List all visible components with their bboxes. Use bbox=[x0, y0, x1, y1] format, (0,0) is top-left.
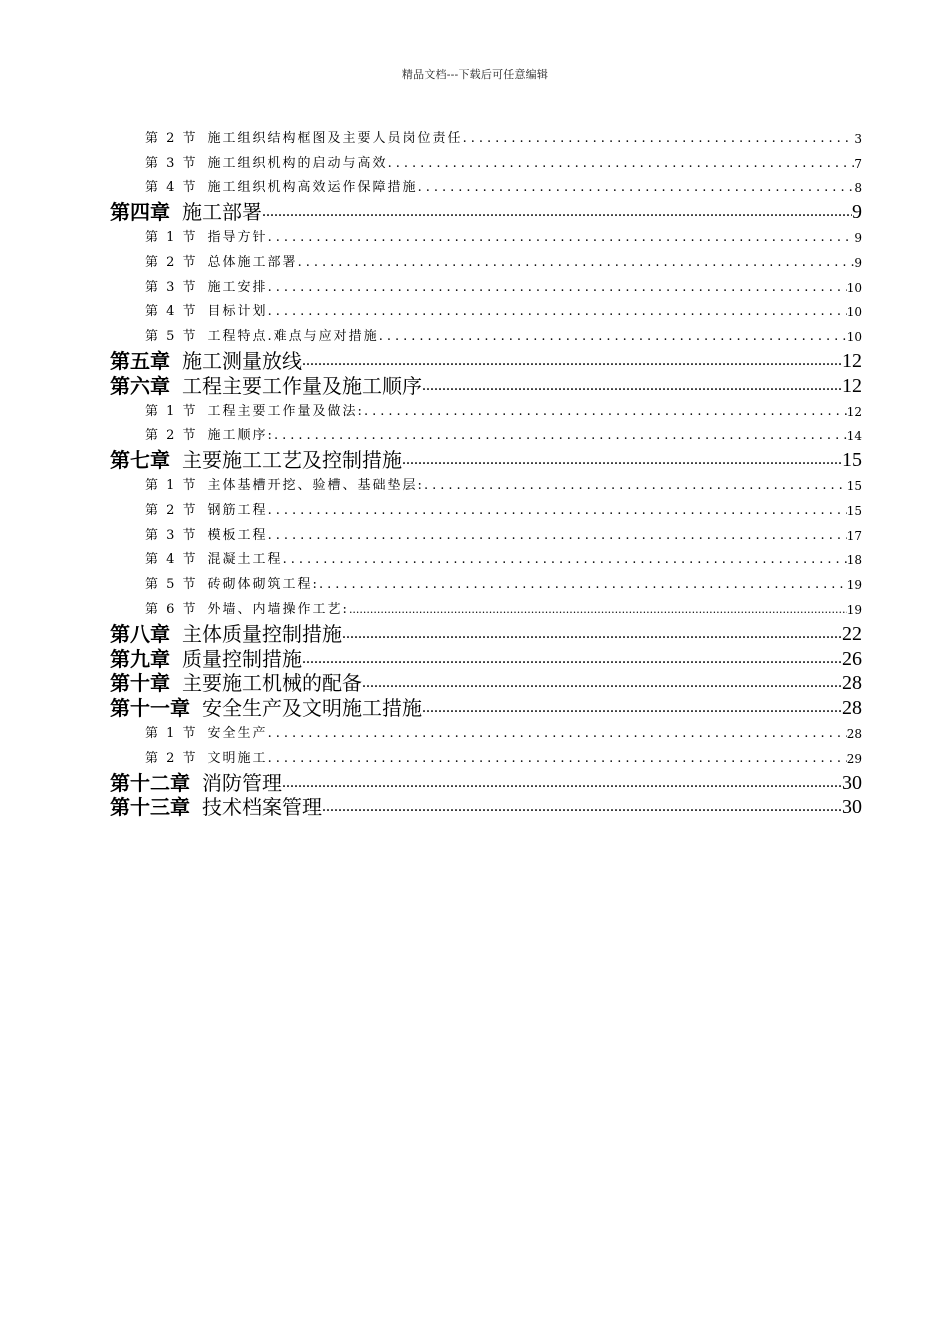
page-number: 26 bbox=[842, 647, 862, 670]
chapter-number: 第十章 bbox=[110, 671, 170, 695]
dot-leader bbox=[463, 131, 855, 147]
chapter-title: 安全生产及文明施工措施 bbox=[202, 696, 422, 720]
section-title: 施工顺序: bbox=[207, 428, 274, 444]
section-number: 第 1 节 bbox=[145, 229, 198, 245]
chapter-number: 第四章 bbox=[110, 200, 170, 224]
toc-section-entry[interactable] bbox=[110, 546, 862, 571]
toc-section-entry[interactable] bbox=[110, 273, 862, 298]
section-number: 第 2 节 bbox=[145, 428, 198, 444]
page-number: 19 bbox=[846, 602, 862, 617]
chapter-number: 第十二章 bbox=[110, 770, 190, 794]
chapter-number: 第八章 bbox=[110, 621, 170, 645]
chapter-title: 质量控制措施 bbox=[182, 646, 302, 670]
page-number: 15 bbox=[842, 449, 862, 472]
toc-chapter-entry[interactable] bbox=[110, 794, 862, 819]
toc-chapter-entry[interactable] bbox=[110, 620, 862, 645]
toc-chapter-entry[interactable] bbox=[110, 645, 862, 670]
section-title: 指导方针 bbox=[207, 229, 268, 245]
dot-leader bbox=[268, 503, 847, 519]
dot-leader bbox=[268, 304, 847, 320]
toc-section-entry[interactable] bbox=[110, 496, 862, 521]
page-number: 9 bbox=[854, 255, 862, 270]
dot-leader bbox=[274, 428, 847, 444]
dot-leader bbox=[268, 280, 847, 296]
page-number: 28 bbox=[842, 672, 862, 695]
toc-section-entry[interactable] bbox=[110, 124, 862, 149]
section-title: 施工组织机构的启动与高效 bbox=[207, 155, 388, 171]
toc-section-entry[interactable] bbox=[110, 174, 862, 199]
dot-leader bbox=[268, 528, 847, 544]
dot-leader bbox=[424, 478, 847, 494]
toc-section-entry[interactable] bbox=[110, 570, 862, 595]
toc-section-entry[interactable] bbox=[110, 397, 862, 422]
page-number: 9 bbox=[852, 201, 862, 224]
dot-leader bbox=[342, 620, 842, 645]
section-title: 总体施工部署 bbox=[207, 254, 298, 270]
chapter-title: 主要施工工艺及控制措施 bbox=[182, 448, 402, 472]
page-number: 30 bbox=[842, 796, 862, 819]
toc-chapter-entry[interactable] bbox=[110, 694, 862, 719]
dot-leader bbox=[364, 404, 847, 420]
toc-section-entry[interactable] bbox=[110, 298, 862, 323]
toc-section-entry[interactable] bbox=[110, 322, 862, 347]
section-number: 第 5 节 bbox=[145, 577, 198, 593]
chapter-number: 第九章 bbox=[110, 646, 170, 670]
toc-section-entry[interactable] bbox=[110, 422, 862, 447]
toc-chapter-entry[interactable] bbox=[110, 446, 862, 471]
chapter-number: 第十三章 bbox=[110, 795, 190, 819]
section-number: 第 3 节 bbox=[145, 279, 198, 295]
section-number: 第 4 节 bbox=[145, 552, 198, 568]
section-number: 第 1 节 bbox=[145, 477, 198, 493]
page-number: 28 bbox=[846, 726, 862, 741]
dot-leader bbox=[302, 347, 842, 372]
chapter-number: 第六章 bbox=[110, 373, 170, 397]
toc-section-entry[interactable] bbox=[110, 744, 862, 769]
dot-leader bbox=[349, 602, 847, 618]
chapter-number: 第七章 bbox=[110, 448, 170, 472]
page-number: 12 bbox=[842, 349, 862, 372]
toc-section-entry[interactable] bbox=[110, 471, 862, 496]
page-number: 8 bbox=[854, 181, 862, 196]
dot-leader bbox=[282, 769, 842, 794]
section-title: 施工组织机构高效运作保障措施 bbox=[207, 180, 418, 196]
section-title: 施工组织结构框图及主要人员岗位责任 bbox=[207, 130, 463, 146]
section-number: 第 3 节 bbox=[145, 155, 198, 171]
section-number: 第 3 节 bbox=[145, 527, 198, 543]
dot-leader bbox=[298, 255, 855, 271]
section-number: 第 2 节 bbox=[145, 130, 198, 146]
section-number: 第 2 节 bbox=[145, 750, 198, 766]
page-number: 14 bbox=[846, 429, 862, 444]
dot-leader bbox=[268, 751, 847, 767]
page-number: 15 bbox=[846, 503, 862, 518]
dot-leader bbox=[402, 446, 842, 471]
page-number: 29 bbox=[846, 751, 862, 766]
chapter-title: 主体质量控制措施 bbox=[182, 621, 342, 645]
toc-section-entry[interactable] bbox=[110, 149, 862, 174]
page-number: 10 bbox=[846, 305, 862, 320]
page-number: 28 bbox=[842, 697, 862, 720]
section-number: 第 1 节 bbox=[145, 403, 198, 419]
section-number: 第 4 节 bbox=[145, 180, 198, 196]
section-title: 主体基槽开挖、验槽、基础垫层: bbox=[207, 477, 424, 493]
section-number: 第 4 节 bbox=[145, 304, 198, 320]
dot-leader bbox=[268, 230, 855, 246]
toc-section-entry[interactable] bbox=[110, 719, 862, 744]
dot-leader bbox=[362, 670, 842, 695]
toc-section-entry[interactable] bbox=[110, 521, 862, 546]
toc-section-entry[interactable] bbox=[110, 223, 862, 248]
chapter-title: 主要施工机械的配备 bbox=[182, 671, 362, 695]
page-number: 19 bbox=[846, 578, 862, 593]
dot-leader bbox=[322, 794, 842, 819]
page-number: 9 bbox=[854, 230, 862, 245]
page-number: 3 bbox=[854, 131, 862, 146]
chapter-title: 工程主要工作量及施工顺序 bbox=[182, 373, 422, 397]
page-number: 10 bbox=[846, 280, 862, 295]
chapter-number: 第五章 bbox=[110, 348, 170, 372]
section-number: 第 6 节 bbox=[145, 601, 198, 617]
table-of-contents bbox=[110, 124, 862, 818]
chapter-title: 施工部署 bbox=[182, 200, 262, 224]
section-number: 第 2 节 bbox=[145, 254, 198, 270]
section-number: 第 1 节 bbox=[145, 725, 198, 741]
toc-chapter-entry[interactable] bbox=[110, 198, 862, 223]
dot-leader bbox=[418, 180, 855, 196]
section-number: 第 2 节 bbox=[145, 502, 198, 518]
section-title: 模板工程 bbox=[207, 527, 268, 543]
section-title: 文明施工 bbox=[207, 750, 268, 766]
dot-leader bbox=[262, 198, 852, 223]
page-number: 22 bbox=[842, 622, 862, 645]
page-number: 15 bbox=[846, 478, 862, 493]
dot-leader bbox=[379, 329, 847, 345]
dot-leader bbox=[268, 726, 847, 742]
toc-chapter-entry[interactable] bbox=[110, 769, 862, 794]
section-title: 施工安排 bbox=[207, 279, 268, 295]
toc-section-entry[interactable] bbox=[110, 595, 862, 620]
page-number: 12 bbox=[842, 374, 862, 397]
chapter-title: 施工测量放线 bbox=[182, 348, 302, 372]
chapter-title: 技术档案管理 bbox=[202, 795, 322, 819]
section-title: 外墙、内墙操作工艺: bbox=[207, 601, 349, 617]
page-number: 7 bbox=[854, 156, 862, 171]
dot-leader bbox=[388, 156, 855, 172]
section-title: 工程特点.难点与应对措施 bbox=[207, 329, 379, 345]
section-number: 第 5 节 bbox=[145, 329, 198, 345]
toc-chapter-entry[interactable] bbox=[110, 372, 862, 397]
toc-chapter-entry[interactable] bbox=[110, 347, 862, 372]
dot-leader bbox=[283, 552, 847, 568]
chapter-title: 消防管理 bbox=[202, 770, 282, 794]
toc-chapter-entry[interactable] bbox=[110, 670, 862, 695]
section-title: 目标计划 bbox=[207, 304, 268, 320]
section-title: 安全生产 bbox=[207, 725, 268, 741]
dot-leader bbox=[319, 577, 847, 593]
section-title: 混凝土工程 bbox=[207, 552, 283, 568]
page-header: 精品文档---下载后可任意编辑 bbox=[401, 68, 549, 81]
chapter-number: 第十一章 bbox=[110, 696, 190, 720]
page-number: 10 bbox=[846, 330, 862, 345]
section-title: 钢筋工程 bbox=[207, 502, 268, 518]
page-number: 18 bbox=[846, 553, 862, 568]
section-title: 工程主要工作量及做法: bbox=[207, 403, 364, 419]
dot-leader bbox=[422, 372, 842, 397]
page-number: 12 bbox=[846, 404, 862, 419]
dot-leader bbox=[422, 694, 842, 719]
dot-leader bbox=[302, 645, 842, 670]
page-number: 30 bbox=[842, 771, 862, 794]
page-number: 17 bbox=[846, 528, 862, 543]
section-title: 砖砌体砌筑工程: bbox=[207, 577, 319, 593]
toc-section-entry[interactable] bbox=[110, 248, 862, 273]
